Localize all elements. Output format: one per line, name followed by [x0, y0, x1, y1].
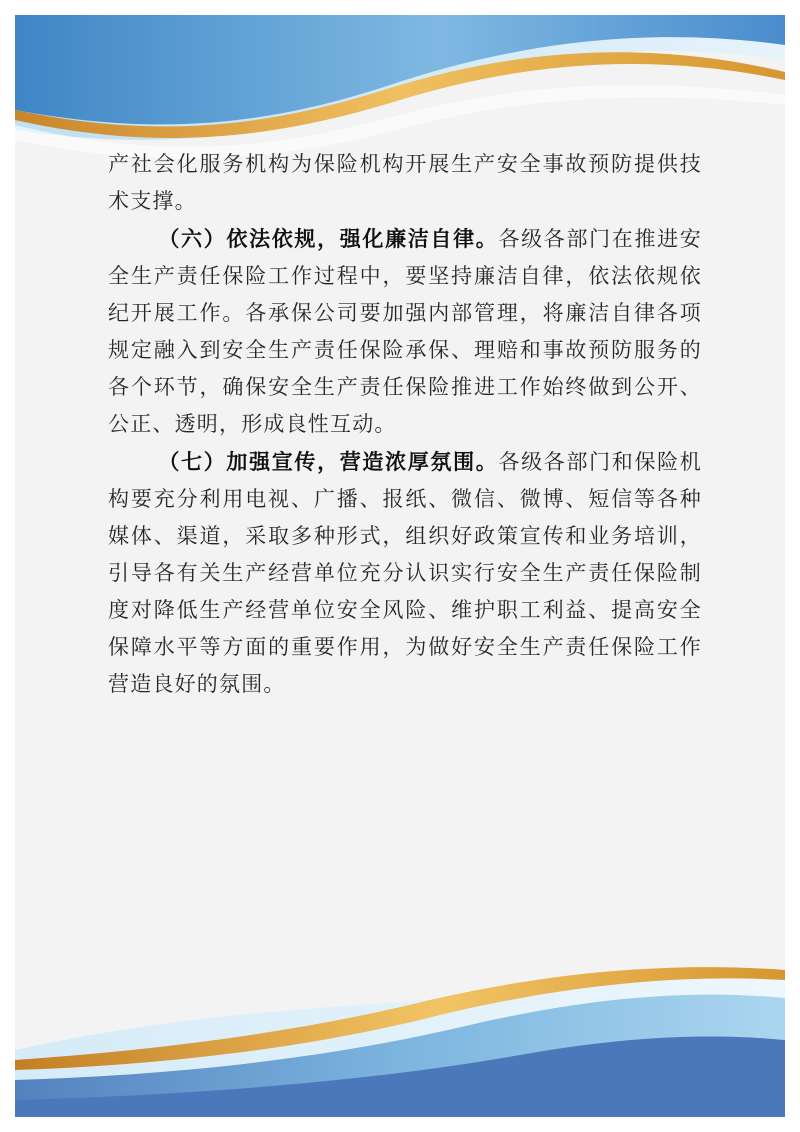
paragraph-3 — [108, 443, 702, 703]
bottom-wave-decoration — [0, 940, 800, 1132]
paragraph-3-text: 各级各部门和保险机构要充分利用电视、广播、报纸、微信、微博、短信等各种媒体、渠道，采取多种形式，组织好政策宣传和业务培训，引导各有关生产经营单位充分认识实行安全生产责任保险制度对降低生产经营单位安全风险、维护职工利益、提高安全保障水平等方面的重要作用，为做好安全生产责任保险工作营造良好的氛围。 — [108, 450, 702, 696]
paragraph-2 — [108, 220, 702, 443]
document-body — [108, 146, 702, 703]
paragraph-2-text: 各级各部门在推进安全生产责任保险工作过程中，要坚持廉洁自律，依法依规依纪开展工作。各承保公司要加强内部管理，将廉洁自律各项规定融入到安全生产责任保险承保、理赔和事故预防服务的各个环节，确保安全生产责任保险推进工作始终做到公开、公正、透明，形成良性互动。 — [108, 227, 702, 436]
paragraph-1 — [108, 146, 702, 220]
section-6-heading: （六）依法依规，强化廉洁自律。 — [158, 226, 499, 251]
paragraph-1-text: 产社会化服务机构为保险机构开展生产安全事故预防提供技术支撑。 — [108, 152, 702, 213]
section-7-heading: （七）加强宣传，营造浓厚氛围。 — [158, 449, 499, 474]
